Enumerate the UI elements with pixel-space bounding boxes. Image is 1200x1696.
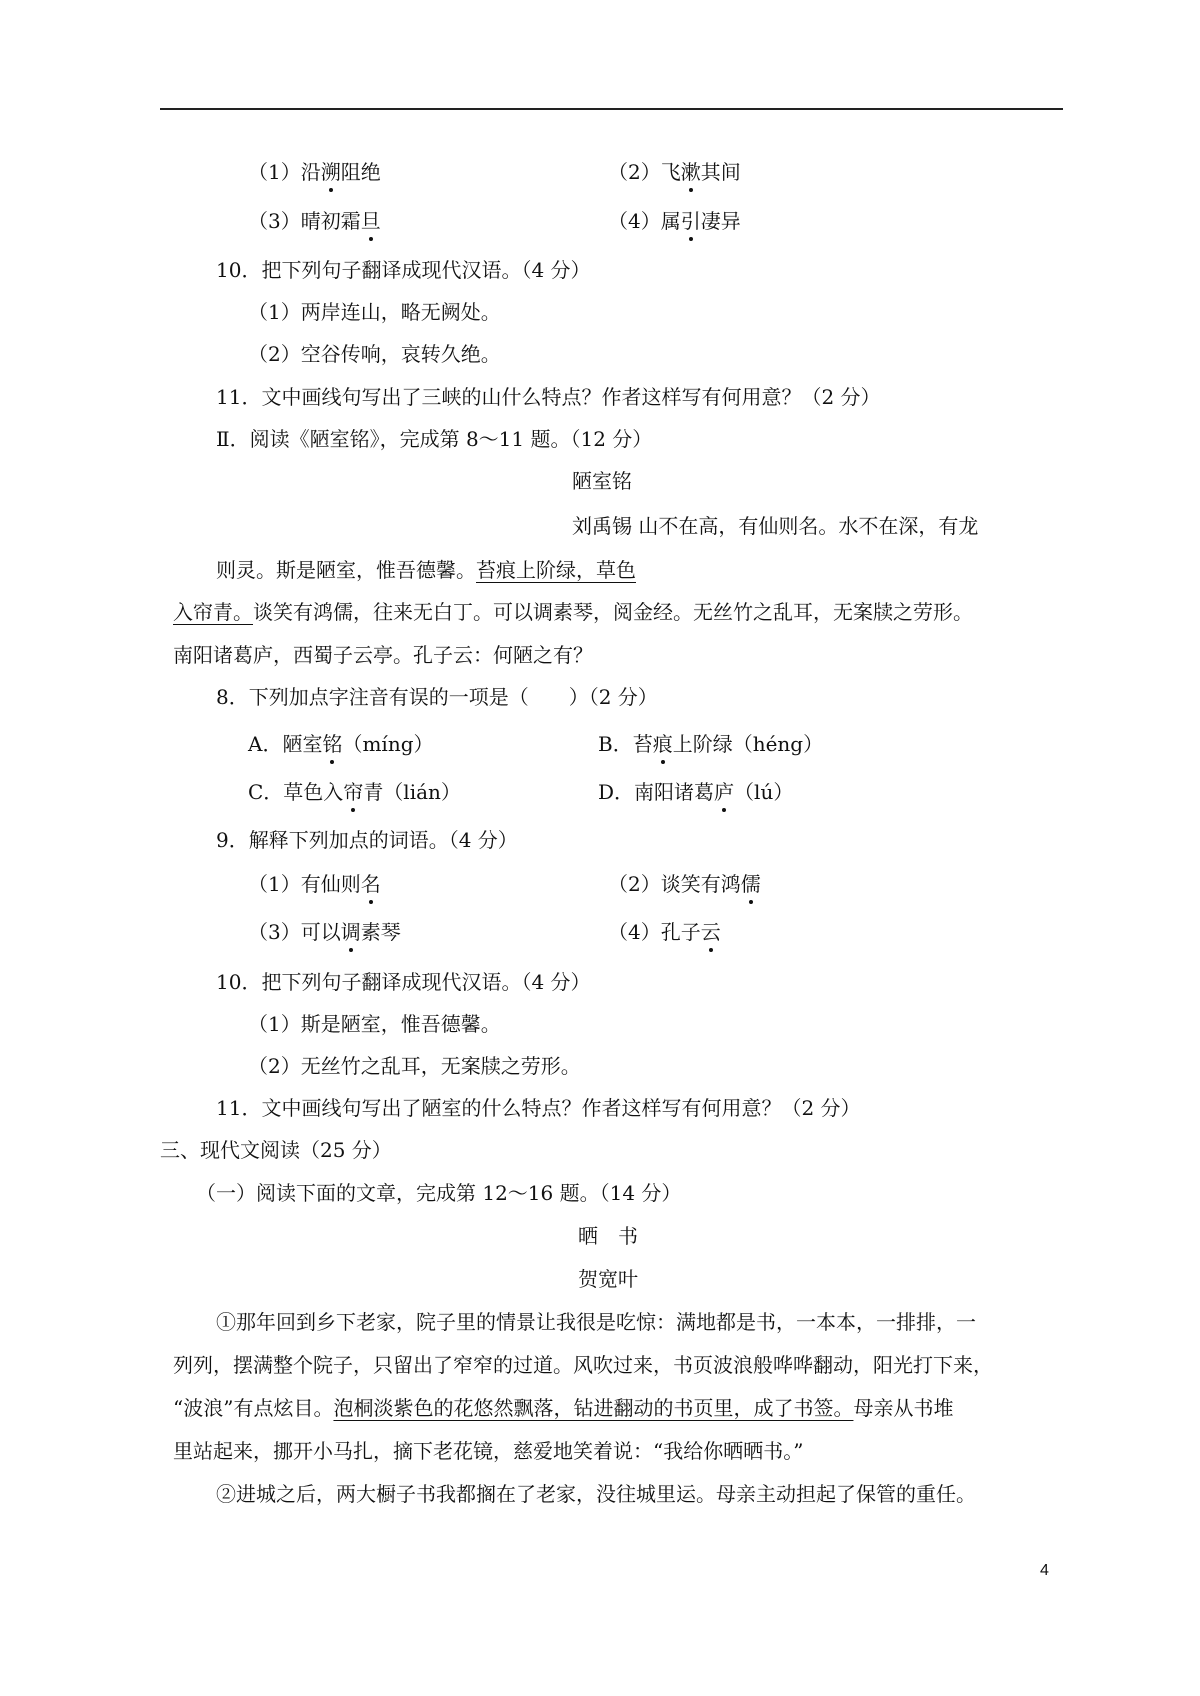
- q10a-sentence-2: （2）空谷传响，哀转久绝。: [248, 342, 501, 366]
- emphasis-dot-char: 漱: [680, 160, 701, 184]
- underlined-sentence: 入帘青。: [173, 600, 253, 624]
- emphasis-dot-char: 调: [340, 920, 361, 944]
- underlined-sentence: 苔痕上阶绿，草色: [476, 558, 636, 582]
- q9a-item-3: （3）晴初霜旦: [248, 209, 381, 233]
- page-number: 4: [1040, 1562, 1049, 1579]
- emphasis-dot-char: 云: [700, 920, 721, 944]
- q9b-item-3: （3）可以调素琴: [248, 920, 401, 944]
- emphasis-dot-char: 旦: [360, 209, 381, 233]
- header-rule: [160, 108, 1063, 110]
- q11a-stem: 11．文中画线句写出了三峡的山什么特点？作者这样写有何用意？（2 分）: [216, 385, 881, 409]
- essay-p1-line-4: 里站起来，挪开小马扎，摘下老花镜，慈爱地笑着说：“我给你晒晒书。”: [173, 1439, 804, 1463]
- poem-line-1: 刘禹锡 山不在高，有仙则名。水不在深，有龙: [572, 514, 979, 538]
- essay-p2-line-1: ②进城之后，两大橱子书我都搁在了老家，没往城里运。母亲主动担起了保管的重任。: [216, 1482, 976, 1506]
- emphasis-dot-char: 庐: [714, 780, 735, 804]
- poem-title: 陋室铭: [572, 469, 632, 493]
- emphasis-dot-char: 痕: [652, 732, 673, 756]
- essay-p1-line-2: 列列，摆满整个院子，只留出了窄窄的过道。风吹过来，书页波浪般哗哗翻动，阳光打下来，: [173, 1353, 993, 1377]
- section-3-heading: 三、现代文阅读（25 分）: [160, 1138, 392, 1162]
- q9b-item-2: （2）谈笑有鸿儒: [608, 872, 761, 896]
- q8-option-a: A．陋室铭（míng）: [248, 732, 434, 756]
- emphasis-dot-char: 帘: [343, 780, 364, 804]
- q10a-sentence-1: （1）两岸连山，略无阙处。: [248, 300, 501, 324]
- q9b-stem: 9．解释下列加点的词语。（4 分）: [216, 828, 518, 852]
- emphasis-dot-char: 名: [360, 872, 381, 896]
- q9a-item-4: （4）属引凄异: [608, 209, 741, 233]
- part2-intro: Ⅱ．阅读《陋室铭》，完成第 8～11 题。（12 分）: [216, 427, 653, 451]
- essay-title: 晒 书: [578, 1224, 638, 1248]
- q10b-stem: 10．把下列句子翻译成现代汉语。（4 分）: [216, 970, 591, 994]
- q9a-item-2: （2）飞漱其间: [608, 160, 741, 184]
- emphasis-dot-char: 儒: [740, 872, 761, 896]
- q9b-item-4: （4）孔子云: [608, 920, 721, 944]
- emphasis-dot-char: 铭: [322, 732, 343, 756]
- q9a-item-1: （1）沿溯阻绝: [248, 160, 381, 184]
- underlined-sentence: 泡桐淡紫色的花悠然飘落，钻进翻动的书页里，成了书签。: [333, 1396, 854, 1420]
- poem-line-3: 入帘青。谈笑有鸿儒，往来无白丁。可以调素琴，阅金经。无丝竹之乱耳，无案牍之劳形。: [173, 600, 973, 624]
- q8-stem: 8．下列加点字注音有误的一项是（ ）（2 分）: [216, 685, 658, 709]
- q8-option-c: C．草色入帘青（lián）: [248, 780, 461, 804]
- q9b-item-1: （1）有仙则名: [248, 872, 381, 896]
- q10b-sentence-1: （1）斯是陋室，惟吾德馨。: [248, 1012, 501, 1036]
- essay-author: 贺宽叶: [578, 1267, 638, 1291]
- emphasis-dot-char: 引: [680, 209, 701, 233]
- q11b-stem: 11．文中画线句写出了陋室的什么特点？作者这样写有何用意？（2 分）: [216, 1096, 861, 1120]
- q8-option-b: B．苔痕上阶绿（héng）: [598, 732, 824, 756]
- poem-line-4: 南阳诸葛庐，西蜀子云亭。孔子云：何陋之有？: [173, 643, 593, 667]
- q10a-stem: 10．把下列句子翻译成现代汉语。（4 分）: [216, 258, 591, 282]
- q10b-sentence-2: （2）无丝竹之乱耳，无案牍之劳形。: [248, 1054, 581, 1078]
- subsection-1-intro: （一）阅读下面的文章，完成第 12～16 题。（14 分）: [196, 1181, 682, 1205]
- q8-option-d: D．南阳诸葛庐（lú）: [598, 780, 794, 804]
- poem-line-2: 则灵。斯是陋室，惟吾德馨。苔痕上阶绿，草色: [216, 558, 636, 582]
- essay-p1-line-1: ①那年回到乡下老家，院子里的情景让我很是吃惊：满地都是书，一本本，一排排，一: [216, 1310, 976, 1334]
- emphasis-dot-char: 溯: [320, 160, 341, 184]
- essay-p1-line-3: “波浪”有点炫目。泡桐淡紫色的花悠然飘落，钻进翻动的书页里，成了书签。母亲从书堆: [173, 1396, 954, 1420]
